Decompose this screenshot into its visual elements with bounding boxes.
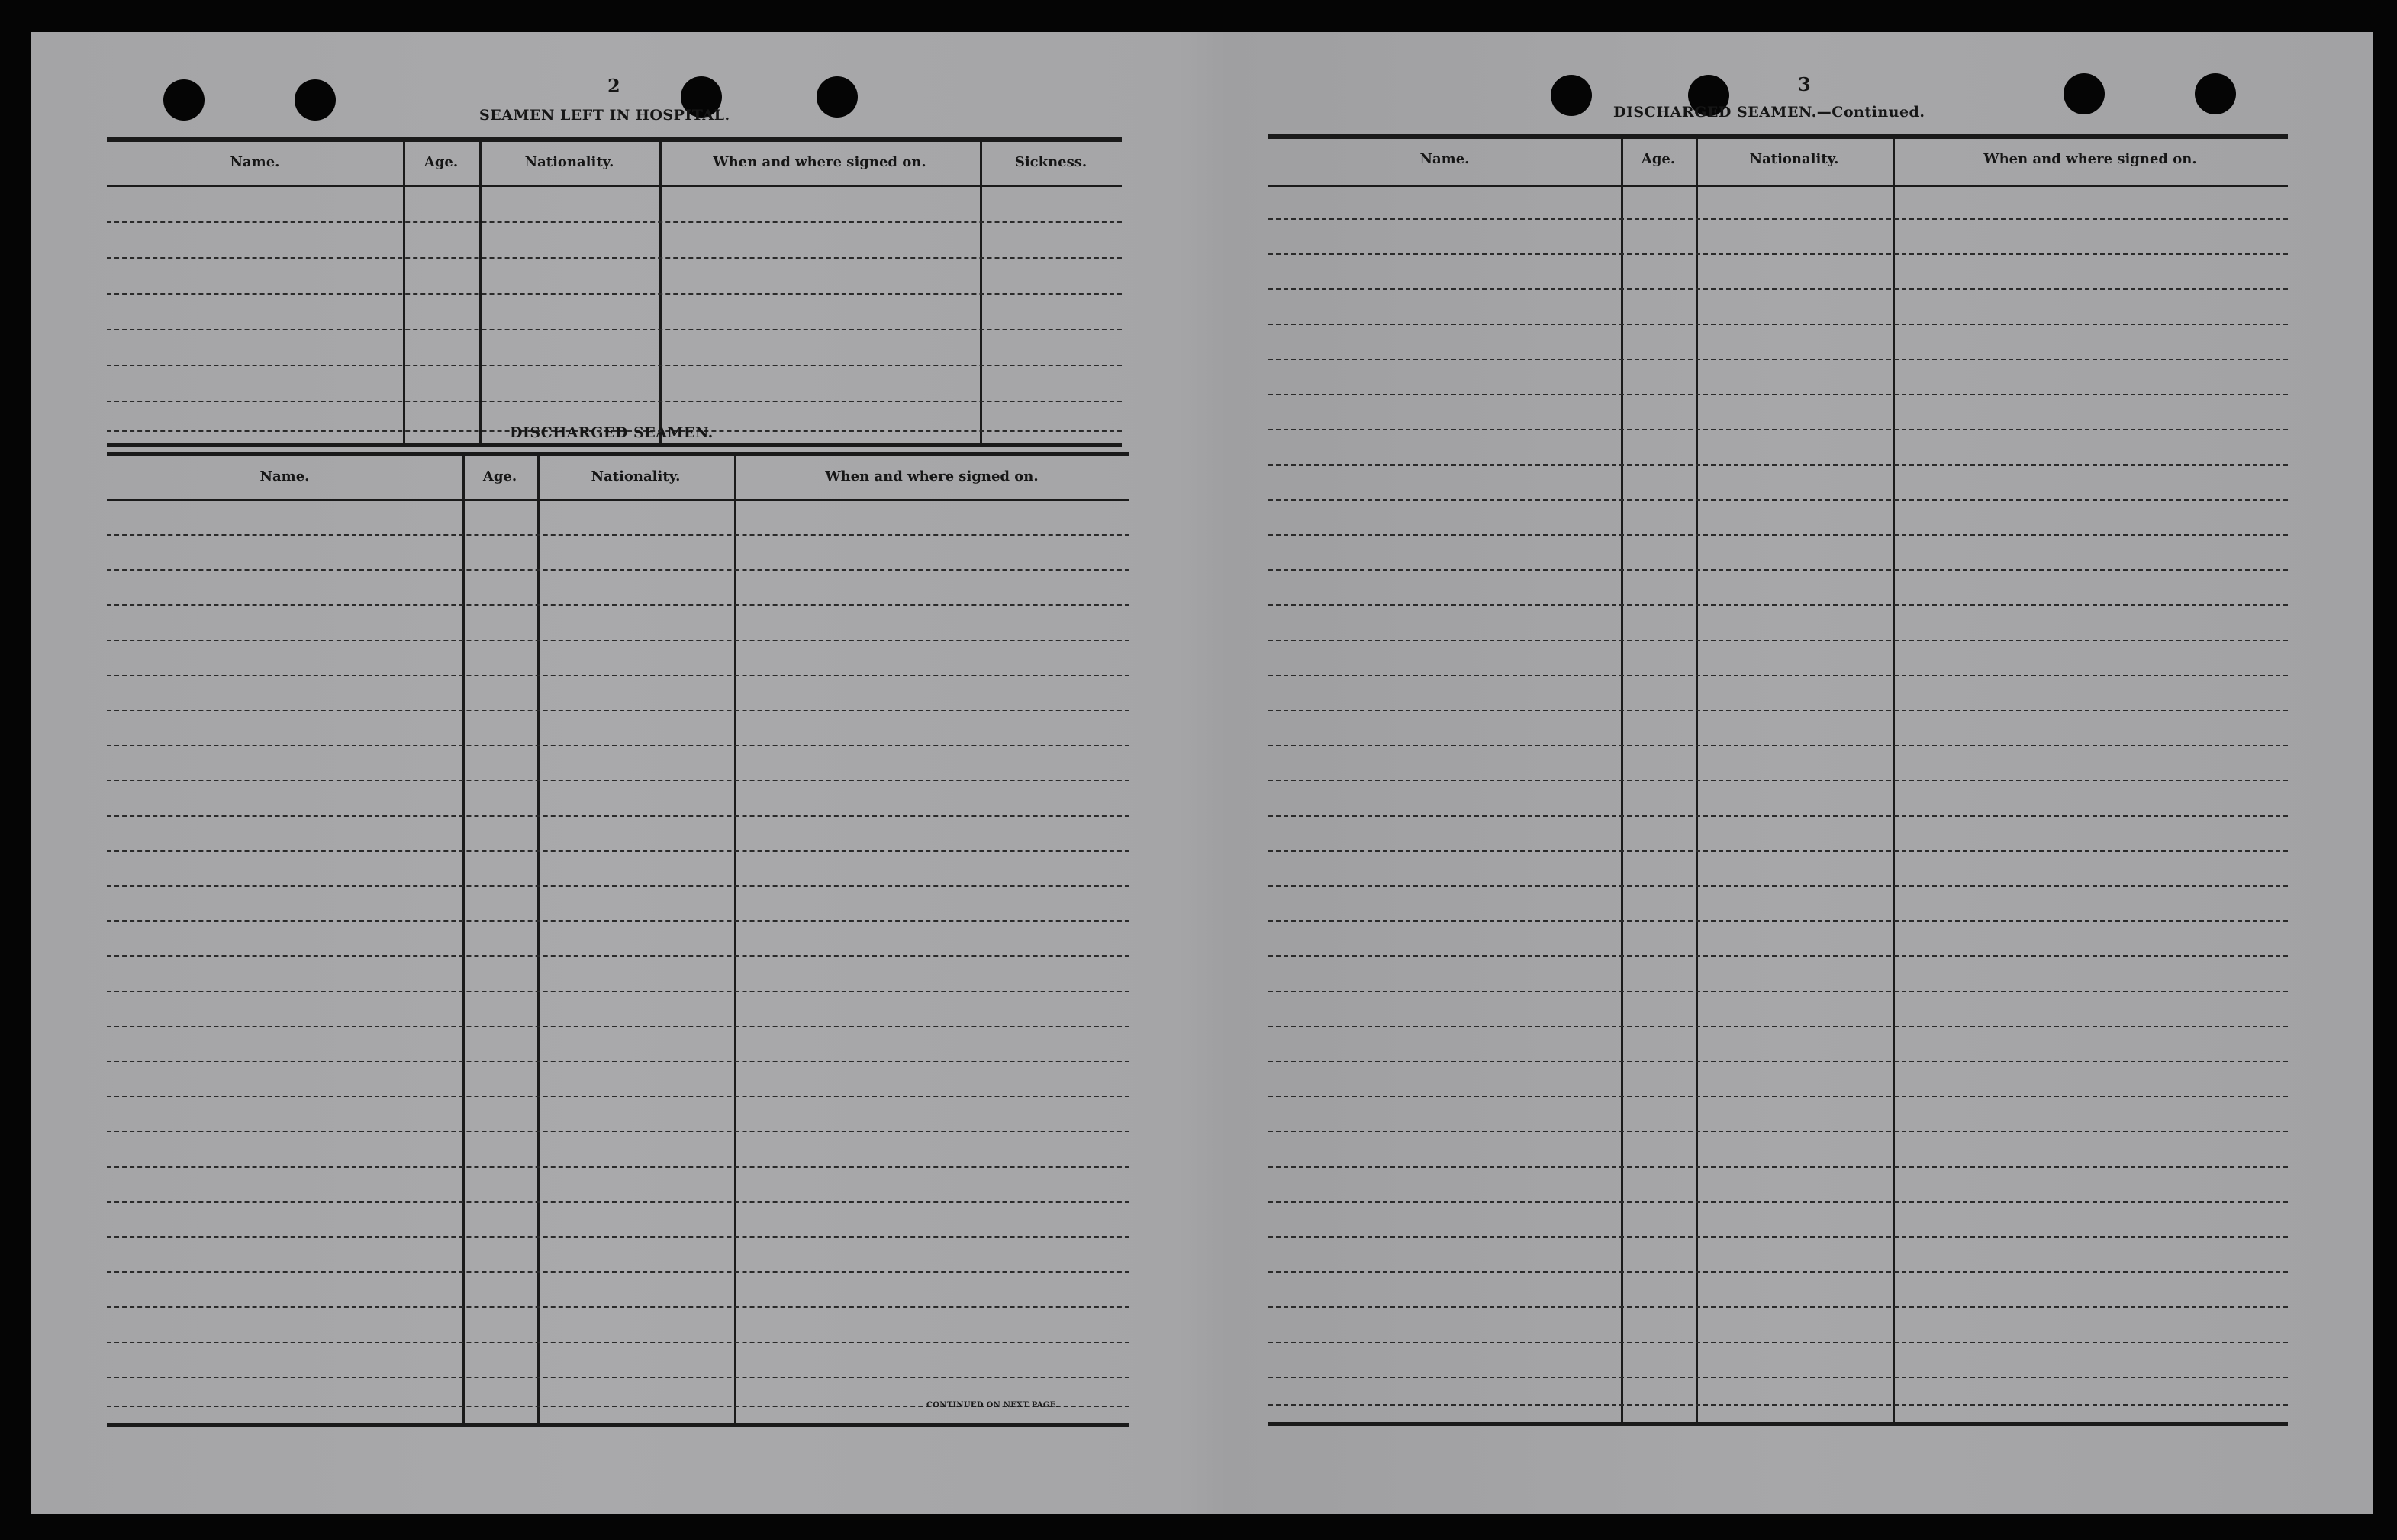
column-header-name: Name. bbox=[230, 154, 280, 170]
column-header-name: Name. bbox=[259, 469, 310, 485]
table-row bbox=[107, 1061, 1129, 1062]
column-header-name: Name. bbox=[1419, 151, 1470, 167]
table-row bbox=[1268, 920, 2288, 922]
table-row bbox=[107, 604, 1129, 606]
discharged-continued-title: DISCHARGED SEAMEN.—Continued. bbox=[1613, 104, 1925, 121]
left-page bbox=[31, 32, 1198, 1514]
table-row bbox=[107, 293, 1122, 295]
table-row bbox=[1268, 675, 2288, 676]
table-row bbox=[107, 815, 1129, 817]
table-row bbox=[107, 710, 1129, 711]
column-header-nationality: Nationality. bbox=[1749, 151, 1839, 167]
table-row bbox=[107, 221, 1122, 223]
table-row bbox=[107, 569, 1129, 571]
table-row bbox=[1268, 534, 2288, 536]
page-number: 3 bbox=[1798, 73, 1811, 95]
table-row bbox=[107, 1026, 1129, 1027]
table-row bbox=[107, 1271, 1129, 1273]
column-header-signed-on: When and where signed on. bbox=[825, 469, 1039, 485]
table-row bbox=[107, 1306, 1129, 1308]
column-header-age: Age. bbox=[424, 154, 459, 170]
column-divider bbox=[980, 137, 982, 446]
column-divider bbox=[462, 452, 465, 1426]
table-row bbox=[1268, 1096, 2288, 1097]
right-page bbox=[1221, 32, 2373, 1514]
table-bottom-rule bbox=[1268, 1422, 2288, 1426]
column-divider bbox=[403, 137, 405, 446]
page-number: 2 bbox=[607, 75, 620, 97]
table-row bbox=[107, 920, 1129, 922]
table-row bbox=[1268, 288, 2288, 290]
column-header-signed-on: When and where signed on. bbox=[1983, 151, 2197, 167]
column-header-nationality: Nationality. bbox=[524, 154, 614, 170]
table-row bbox=[107, 329, 1122, 330]
table-row bbox=[1268, 394, 2288, 395]
table-row bbox=[107, 1131, 1129, 1132]
table-row bbox=[107, 1342, 1129, 1343]
table-row bbox=[1268, 499, 2288, 501]
table-row bbox=[107, 257, 1122, 259]
table-row bbox=[1268, 359, 2288, 360]
table-row bbox=[107, 365, 1122, 366]
table-row bbox=[1268, 1271, 2288, 1273]
table-row bbox=[1268, 1061, 2288, 1062]
discharged-table bbox=[107, 452, 1129, 1433]
column-header-nationality: Nationality. bbox=[591, 469, 681, 485]
document-sheet bbox=[31, 32, 2373, 1514]
table-row bbox=[107, 675, 1129, 676]
header-rule bbox=[107, 499, 1129, 501]
column-header-signed-on: When and where signed on. bbox=[713, 154, 926, 170]
table-row bbox=[1268, 1201, 2288, 1203]
table-row bbox=[1268, 850, 2288, 852]
table-row bbox=[107, 745, 1129, 746]
table-row bbox=[1268, 1131, 2288, 1132]
table-top-rule bbox=[107, 137, 1122, 142]
table-row bbox=[1268, 1377, 2288, 1378]
table-top-rule bbox=[107, 452, 1129, 456]
hospital-section-title: SEAMEN LEFT IN HOSPITAL. bbox=[479, 107, 730, 124]
discharged-continued-table bbox=[1268, 134, 2288, 1432]
column-divider bbox=[479, 137, 482, 446]
table-row bbox=[1268, 1404, 2288, 1406]
table-row bbox=[1268, 991, 2288, 992]
hospital-table bbox=[107, 137, 1122, 453]
table-row bbox=[1268, 710, 2288, 711]
table-row bbox=[1268, 253, 2288, 255]
table-row bbox=[1268, 1306, 2288, 1308]
table-row bbox=[107, 1236, 1129, 1238]
table-row bbox=[1268, 955, 2288, 957]
column-header-age: Age. bbox=[1641, 151, 1676, 167]
continued-note: CONTINUED ON NEXT PAGE. bbox=[926, 1401, 1059, 1410]
table-row bbox=[1268, 464, 2288, 466]
table-row bbox=[107, 1166, 1129, 1168]
table-row bbox=[1268, 780, 2288, 781]
header-rule bbox=[1268, 185, 2288, 187]
table-row bbox=[107, 640, 1129, 641]
table-row bbox=[1268, 569, 2288, 571]
header-rule bbox=[107, 185, 1122, 187]
table-row bbox=[1268, 1342, 2288, 1343]
table-row bbox=[1268, 640, 2288, 641]
table-bottom-rule bbox=[107, 1423, 1129, 1427]
table-row bbox=[107, 401, 1122, 402]
table-row bbox=[107, 534, 1129, 536]
table-row bbox=[1268, 1236, 2288, 1238]
table-top-rule bbox=[1268, 134, 2288, 139]
column-divider bbox=[1621, 134, 1623, 1424]
table-row bbox=[1268, 815, 2288, 817]
table-row bbox=[1268, 324, 2288, 325]
table-row bbox=[1268, 745, 2288, 746]
table-row bbox=[1268, 429, 2288, 430]
column-divider bbox=[537, 452, 540, 1426]
column-header-age: Age. bbox=[482, 469, 517, 485]
discharged-section-title: DISCHARGED SEAMEN. bbox=[510, 424, 714, 441]
table-row bbox=[107, 850, 1129, 852]
table-row bbox=[1268, 885, 2288, 887]
column-header-sickness: Sickness. bbox=[1014, 154, 1087, 170]
column-divider bbox=[1696, 134, 1698, 1424]
column-divider bbox=[659, 137, 662, 446]
table-row bbox=[1268, 604, 2288, 606]
table-row bbox=[107, 1377, 1129, 1378]
table-row bbox=[107, 780, 1129, 781]
table-row bbox=[1268, 1166, 2288, 1168]
table-row bbox=[1268, 1026, 2288, 1027]
table-row bbox=[107, 1096, 1129, 1097]
table-row bbox=[1268, 218, 2288, 220]
table-row bbox=[107, 955, 1129, 957]
table-row bbox=[107, 991, 1129, 992]
table-bottom-rule bbox=[107, 443, 1122, 447]
column-divider bbox=[1893, 134, 1895, 1424]
column-divider bbox=[734, 452, 736, 1426]
table-row bbox=[107, 1201, 1129, 1203]
table-row bbox=[107, 885, 1129, 887]
